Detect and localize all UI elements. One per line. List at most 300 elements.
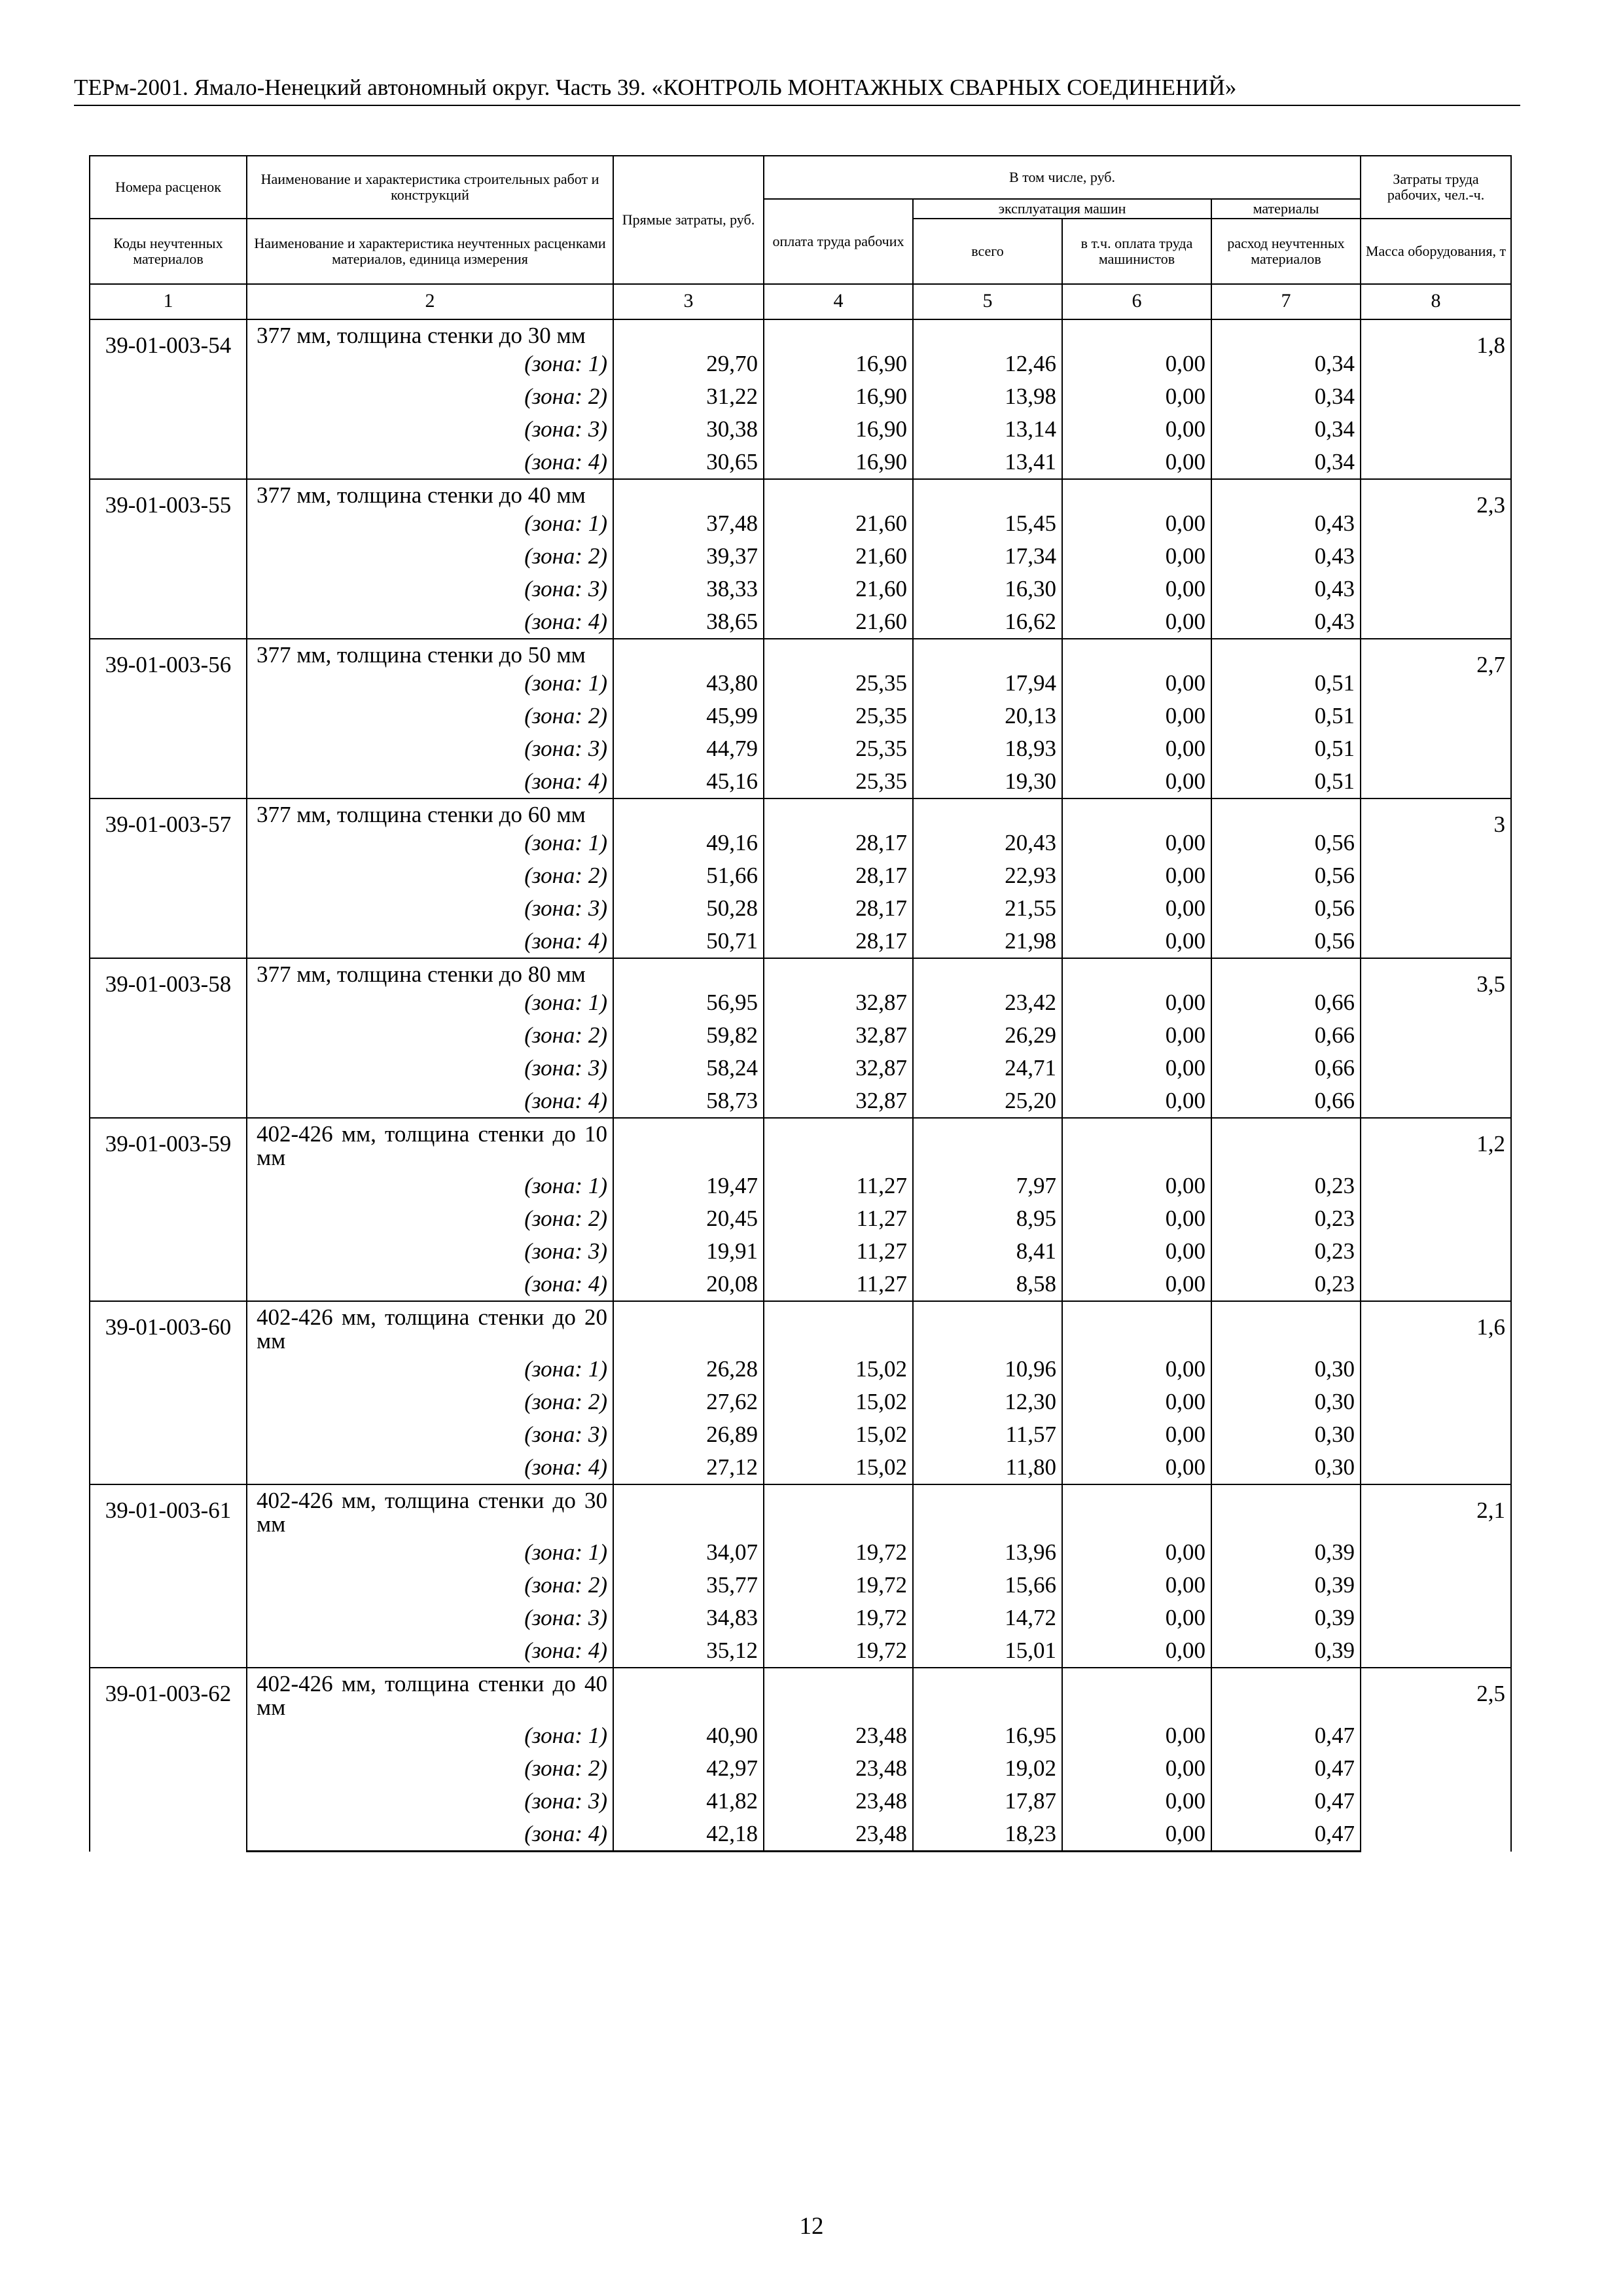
- zone-label: (зона: 2): [247, 1019, 613, 1052]
- direct-costs: 38,33: [613, 573, 764, 605]
- rate-group: [90, 958, 1511, 1118]
- direct-costs: 42,18: [613, 1818, 764, 1852]
- materials: 0,34: [1211, 380, 1361, 413]
- empty-cell: [1062, 639, 1211, 667]
- labor-pay: 23,48: [764, 1719, 913, 1752]
- labor-pay: 32,87: [764, 986, 913, 1019]
- rates-table: [89, 155, 1512, 1852]
- operators-pay: 0,00: [1062, 446, 1211, 479]
- zone-label: (зона: 2): [247, 540, 613, 573]
- operators-pay: 0,00: [1062, 1268, 1211, 1301]
- equipment-mass: 1,8: [1361, 319, 1511, 479]
- materials: 0,51: [1211, 667, 1361, 700]
- rate-group: [90, 1668, 1511, 1852]
- zone-row: [90, 732, 1511, 765]
- empty-cell: [613, 1118, 764, 1170]
- labor-pay: 32,87: [764, 1085, 913, 1118]
- direct-costs: 39,37: [613, 540, 764, 573]
- rate-group: [90, 639, 1511, 798]
- direct-costs: 41,82: [613, 1785, 764, 1818]
- direct-costs: 31,22: [613, 380, 764, 413]
- zone-row: [90, 446, 1511, 479]
- rate-code: 39-01-003-56: [90, 639, 247, 798]
- labor-pay: 19,72: [764, 1569, 913, 1602]
- materials: 0,51: [1211, 765, 1361, 798]
- direct-costs: 43,80: [613, 667, 764, 700]
- machines-total: 21,55: [913, 892, 1062, 925]
- direct-costs: 58,24: [613, 1052, 764, 1085]
- machines-total: 17,87: [913, 1785, 1062, 1818]
- direct-costs: 27,62: [613, 1386, 764, 1418]
- header-equipment-mass: Масса оборудования, т: [1361, 219, 1511, 284]
- materials: 0,30: [1211, 1353, 1361, 1386]
- empty-cell: [1062, 1668, 1211, 1719]
- header-machines-total: всего: [913, 219, 1062, 284]
- column-number: 7: [1211, 284, 1361, 319]
- header-operators-pay: в т.ч. оплата труда машинистов: [1062, 219, 1211, 284]
- operators-pay: 0,00: [1062, 605, 1211, 639]
- materials: 0,39: [1211, 1602, 1361, 1634]
- operators-pay: 0,00: [1062, 1202, 1211, 1235]
- zone-label: (зона: 4): [247, 1085, 613, 1118]
- zone-label: (зона: 3): [247, 573, 613, 605]
- empty-cell: [1211, 1118, 1361, 1170]
- zone-label: (зона: 3): [247, 1052, 613, 1085]
- direct-costs: 35,12: [613, 1634, 764, 1668]
- zone-row: [90, 986, 1511, 1019]
- zone-label: (зона: 1): [247, 1719, 613, 1752]
- labor-pay: 15,02: [764, 1418, 913, 1451]
- rate-title-row: [90, 1118, 1511, 1170]
- zone-row: [90, 1719, 1511, 1752]
- zone-label: (зона: 4): [247, 1268, 613, 1301]
- machines-total: 12,46: [913, 348, 1062, 380]
- rate-title-row: [90, 798, 1511, 827]
- operators-pay: 0,00: [1062, 859, 1211, 892]
- header-including: В том числе, руб.: [764, 156, 1361, 199]
- machines-total: 11,57: [913, 1418, 1062, 1451]
- empty-cell: [764, 479, 913, 507]
- equipment-mass: 2,3: [1361, 479, 1511, 639]
- operators-pay: 0,00: [1062, 1235, 1211, 1268]
- machines-total: 12,30: [913, 1386, 1062, 1418]
- empty-cell: [613, 479, 764, 507]
- zone-label: (зона: 3): [247, 892, 613, 925]
- direct-costs: 26,89: [613, 1418, 764, 1451]
- labor-pay: 25,35: [764, 667, 913, 700]
- direct-costs: 58,73: [613, 1085, 764, 1118]
- zone-row: [90, 605, 1511, 639]
- machines-total: 16,95: [913, 1719, 1062, 1752]
- zone-row: [90, 1052, 1511, 1085]
- machines-total: 14,72: [913, 1602, 1062, 1634]
- header-machines: эксплуатация машин: [913, 199, 1211, 219]
- empty-cell: [913, 958, 1062, 986]
- labor-pay: 16,90: [764, 446, 913, 479]
- materials: 0,39: [1211, 1634, 1361, 1668]
- rate-title-row: [90, 1668, 1511, 1719]
- empty-cell: [1211, 1484, 1361, 1536]
- direct-costs: 29,70: [613, 348, 764, 380]
- labor-pay: 23,48: [764, 1785, 913, 1818]
- materials: 0,47: [1211, 1752, 1361, 1785]
- machines-total: 24,71: [913, 1052, 1062, 1085]
- empty-cell: [1062, 319, 1211, 348]
- empty-cell: [1211, 479, 1361, 507]
- materials: 0,66: [1211, 1019, 1361, 1052]
- header-work-name: Наименование и характеристика строительных работ и конструкций: [247, 156, 613, 219]
- operators-pay: 0,00: [1062, 1752, 1211, 1785]
- zone-row: [90, 700, 1511, 732]
- materials: 0,56: [1211, 892, 1361, 925]
- zone-row: [90, 348, 1511, 380]
- header-material-names: Наименование и характеристика неучтенных расценками материалов, единица измерения: [247, 219, 613, 284]
- operators-pay: 0,00: [1062, 1386, 1211, 1418]
- machines-total: 20,43: [913, 827, 1062, 859]
- operators-pay: 0,00: [1062, 986, 1211, 1019]
- empty-cell: [1062, 1118, 1211, 1170]
- zone-row: [90, 1569, 1511, 1602]
- page-number: 12: [799, 2213, 824, 2240]
- operators-pay: 0,00: [1062, 700, 1211, 732]
- machines-total: 13,98: [913, 380, 1062, 413]
- empty-cell: [913, 319, 1062, 348]
- labor-pay: 11,27: [764, 1202, 913, 1235]
- labor-pay: 25,35: [764, 700, 913, 732]
- rate-name: 377 мм, толщина стенки до 30 мм: [247, 319, 613, 348]
- labor-pay: 15,02: [764, 1451, 913, 1484]
- direct-costs: 45,16: [613, 765, 764, 798]
- direct-costs: 49,16: [613, 827, 764, 859]
- empty-cell: [1062, 958, 1211, 986]
- operators-pay: 0,00: [1062, 1785, 1211, 1818]
- empty-cell: [1062, 798, 1211, 827]
- zone-row: [90, 1785, 1511, 1818]
- equipment-mass: 2,1: [1361, 1484, 1511, 1668]
- rate-code: 39-01-003-60: [90, 1301, 247, 1484]
- zone-label: (зона: 2): [247, 1202, 613, 1235]
- equipment-mass: 2,7: [1361, 639, 1511, 798]
- operators-pay: 0,00: [1062, 1170, 1211, 1202]
- rate-title-row: [90, 479, 1511, 507]
- empty-cell: [764, 319, 913, 348]
- labor-pay: 19,72: [764, 1634, 913, 1668]
- labor-pay: 15,02: [764, 1353, 913, 1386]
- operators-pay: 0,00: [1062, 1634, 1211, 1668]
- direct-costs: 50,28: [613, 892, 764, 925]
- machines-total: 18,93: [913, 732, 1062, 765]
- empty-cell: [764, 1118, 913, 1170]
- zone-label: (зона: 3): [247, 1602, 613, 1634]
- labor-pay: 32,87: [764, 1052, 913, 1085]
- zone-label: (зона: 1): [247, 1353, 613, 1386]
- zone-label: (зона: 3): [247, 732, 613, 765]
- zone-row: [90, 1418, 1511, 1451]
- labor-pay: 23,48: [764, 1752, 913, 1785]
- labor-pay: 11,27: [764, 1170, 913, 1202]
- labor-pay: 16,90: [764, 348, 913, 380]
- labor-pay: 16,90: [764, 413, 913, 446]
- materials: 0,56: [1211, 859, 1361, 892]
- direct-costs: 35,77: [613, 1569, 764, 1602]
- operators-pay: 0,00: [1062, 1418, 1211, 1451]
- operators-pay: 0,00: [1062, 507, 1211, 540]
- page-header: ТЕРм-2001. Ямало-Ненецкий автономный округ. Часть 39. «КОНТРОЛЬ МОНТАЖНЫХ СВАРНЫХ СОЕДИНЕНИЙ»: [74, 73, 1520, 106]
- operators-pay: 0,00: [1062, 1569, 1211, 1602]
- direct-costs: 34,83: [613, 1602, 764, 1634]
- machines-total: 8,41: [913, 1235, 1062, 1268]
- machines-total: 15,66: [913, 1569, 1062, 1602]
- rate-group: [90, 1484, 1511, 1668]
- operators-pay: 0,00: [1062, 573, 1211, 605]
- materials: 0,51: [1211, 700, 1361, 732]
- zone-label: (зона: 3): [247, 1235, 613, 1268]
- direct-costs: 40,90: [613, 1719, 764, 1752]
- column-number: 8: [1361, 284, 1511, 319]
- rate-name: 402-426 мм, толщина стенки до 20 мм: [247, 1301, 613, 1353]
- empty-cell: [764, 1484, 913, 1536]
- operators-pay: 0,00: [1062, 1085, 1211, 1118]
- zone-label: (зона: 1): [247, 1536, 613, 1569]
- direct-costs: 30,65: [613, 446, 764, 479]
- zone-row: [90, 573, 1511, 605]
- operators-pay: 0,00: [1062, 1052, 1211, 1085]
- empty-cell: [1211, 639, 1361, 667]
- zone-label: (зона: 2): [247, 1569, 613, 1602]
- operators-pay: 0,00: [1062, 765, 1211, 798]
- zone-row: [90, 1818, 1511, 1852]
- rate-name: 377 мм, толщина стенки до 60 мм: [247, 798, 613, 827]
- operators-pay: 0,00: [1062, 925, 1211, 958]
- rate-title-row: [90, 1301, 1511, 1353]
- rate-name: 402-426 мм, толщина стенки до 40 мм: [247, 1668, 613, 1719]
- empty-cell: [1062, 1301, 1211, 1353]
- empty-cell: [913, 639, 1062, 667]
- rate-group: [90, 1118, 1511, 1301]
- materials: 0,30: [1211, 1386, 1361, 1418]
- rate-group: [90, 319, 1511, 479]
- equipment-mass: 1,6: [1361, 1301, 1511, 1484]
- direct-costs: 56,95: [613, 986, 764, 1019]
- zone-label: (зона: 4): [247, 1451, 613, 1484]
- zone-row: [90, 925, 1511, 958]
- labor-pay: 11,27: [764, 1235, 913, 1268]
- operators-pay: 0,00: [1062, 1818, 1211, 1852]
- column-number: 6: [1062, 284, 1211, 319]
- direct-costs: 44,79: [613, 732, 764, 765]
- machines-total: 19,02: [913, 1752, 1062, 1785]
- zone-label: (зона: 4): [247, 605, 613, 639]
- operators-pay: 0,00: [1062, 1536, 1211, 1569]
- zone-row: [90, 1170, 1511, 1202]
- column-number: 5: [913, 284, 1062, 319]
- zone-label: (зона: 2): [247, 1752, 613, 1785]
- empty-cell: [613, 958, 764, 986]
- direct-costs: 26,28: [613, 1353, 764, 1386]
- empty-cell: [1211, 1668, 1361, 1719]
- zone-label: (зона: 2): [247, 380, 613, 413]
- labor-pay: 28,17: [764, 859, 913, 892]
- materials: 0,56: [1211, 827, 1361, 859]
- operators-pay: 0,00: [1062, 1719, 1211, 1752]
- rate-name: 402-426 мм, толщина стенки до 30 мм: [247, 1484, 613, 1536]
- machines-total: 17,34: [913, 540, 1062, 573]
- labor-pay: 21,60: [764, 573, 913, 605]
- labor-pay: 28,17: [764, 925, 913, 958]
- zone-row: [90, 892, 1511, 925]
- equipment-mass: 3: [1361, 798, 1511, 958]
- direct-costs: 20,45: [613, 1202, 764, 1235]
- column-number: 1: [90, 284, 247, 319]
- zone-label: (зона: 1): [247, 1170, 613, 1202]
- zone-row: [90, 1235, 1511, 1268]
- zone-row: [90, 1386, 1511, 1418]
- operators-pay: 0,00: [1062, 892, 1211, 925]
- direct-costs: 34,07: [613, 1536, 764, 1569]
- machines-total: 15,01: [913, 1634, 1062, 1668]
- materials: 0,43: [1211, 605, 1361, 639]
- materials: 0,66: [1211, 1052, 1361, 1085]
- direct-costs: 20,08: [613, 1268, 764, 1301]
- operators-pay: 0,00: [1062, 1451, 1211, 1484]
- zone-row: [90, 765, 1511, 798]
- empty-cell: [913, 798, 1062, 827]
- direct-costs: 42,97: [613, 1752, 764, 1785]
- operators-pay: 0,00: [1062, 1019, 1211, 1052]
- machines-total: 13,96: [913, 1536, 1062, 1569]
- direct-costs: 51,66: [613, 859, 764, 892]
- zone-row: [90, 827, 1511, 859]
- zone-label: (зона: 3): [247, 1785, 613, 1818]
- rate-title-row: [90, 319, 1511, 348]
- equipment-mass: 3,5: [1361, 958, 1511, 1118]
- direct-costs: 38,65: [613, 605, 764, 639]
- header-labor-pay: оплата труда рабочих: [764, 199, 913, 284]
- zone-row: [90, 413, 1511, 446]
- materials: 0,66: [1211, 1085, 1361, 1118]
- machines-total: 21,98: [913, 925, 1062, 958]
- empty-cell: [613, 1301, 764, 1353]
- zone-row: [90, 1451, 1511, 1484]
- operators-pay: 0,00: [1062, 348, 1211, 380]
- empty-cell: [764, 639, 913, 667]
- zone-row: [90, 1085, 1511, 1118]
- empty-cell: [913, 1484, 1062, 1536]
- machines-total: 20,13: [913, 700, 1062, 732]
- rate-code: 39-01-003-62: [90, 1668, 247, 1852]
- zone-label: (зона: 2): [247, 1386, 613, 1418]
- materials: 0,23: [1211, 1268, 1361, 1301]
- zone-label: (зона: 4): [247, 1634, 613, 1668]
- direct-costs: 37,48: [613, 507, 764, 540]
- machines-total: 26,29: [913, 1019, 1062, 1052]
- column-number: 3: [613, 284, 764, 319]
- empty-cell: [913, 1668, 1062, 1719]
- empty-cell: [913, 1118, 1062, 1170]
- empty-cell: [1211, 1301, 1361, 1353]
- labor-pay: 21,60: [764, 507, 913, 540]
- labor-pay: 25,35: [764, 765, 913, 798]
- direct-costs: 59,82: [613, 1019, 764, 1052]
- rate-name: 377 мм, толщина стенки до 80 мм: [247, 958, 613, 986]
- materials: 0,34: [1211, 348, 1361, 380]
- header-rate-numbers: Номера расценок: [90, 156, 247, 219]
- machines-total: 18,23: [913, 1818, 1062, 1852]
- zone-label: (зона: 3): [247, 413, 613, 446]
- operators-pay: 0,00: [1062, 827, 1211, 859]
- materials: 0,47: [1211, 1785, 1361, 1818]
- empty-cell: [913, 1301, 1062, 1353]
- zone-row: [90, 859, 1511, 892]
- rate-code: 39-01-003-54: [90, 319, 247, 479]
- materials: 0,39: [1211, 1569, 1361, 1602]
- rate-code: 39-01-003-55: [90, 479, 247, 639]
- empty-cell: [613, 319, 764, 348]
- labor-pay: 11,27: [764, 1268, 913, 1301]
- zone-label: (зона: 4): [247, 446, 613, 479]
- direct-costs: 19,47: [613, 1170, 764, 1202]
- column-number: 4: [764, 284, 913, 319]
- rate-code: 39-01-003-57: [90, 798, 247, 958]
- empty-cell: [764, 1301, 913, 1353]
- rate-title-row: [90, 1484, 1511, 1536]
- machines-total: 22,93: [913, 859, 1062, 892]
- materials: 0,47: [1211, 1818, 1361, 1852]
- zone-row: [90, 507, 1511, 540]
- materials: 0,51: [1211, 732, 1361, 765]
- zone-row: [90, 1353, 1511, 1386]
- machines-total: 16,30: [913, 573, 1062, 605]
- machines-total: 10,96: [913, 1353, 1062, 1386]
- operators-pay: 0,00: [1062, 732, 1211, 765]
- empty-cell: [1062, 1484, 1211, 1536]
- machines-total: 17,94: [913, 667, 1062, 700]
- operators-pay: 0,00: [1062, 380, 1211, 413]
- zone-label: (зона: 4): [247, 1818, 613, 1852]
- labor-pay: 19,72: [764, 1602, 913, 1634]
- zone-label: (зона: 1): [247, 348, 613, 380]
- zone-label: (зона: 1): [247, 827, 613, 859]
- header-material-codes: Коды неучтенных материалов: [90, 219, 247, 284]
- machines-total: 7,97: [913, 1170, 1062, 1202]
- header-materials: материалы: [1211, 199, 1361, 219]
- machines-total: 23,42: [913, 986, 1062, 1019]
- rate-title-row: [90, 639, 1511, 667]
- rate-group: [90, 479, 1511, 639]
- zone-label: (зона: 2): [247, 859, 613, 892]
- empty-cell: [1211, 958, 1361, 986]
- materials: 0,39: [1211, 1536, 1361, 1569]
- rate-code: 39-01-003-59: [90, 1118, 247, 1301]
- machines-total: 8,95: [913, 1202, 1062, 1235]
- zone-label: (зона: 4): [247, 925, 613, 958]
- operators-pay: 0,00: [1062, 1353, 1211, 1386]
- equipment-mass: 1,2: [1361, 1118, 1511, 1301]
- labor-pay: 21,60: [764, 605, 913, 639]
- empty-cell: [613, 798, 764, 827]
- empty-cell: [1211, 319, 1361, 348]
- materials: 0,23: [1211, 1170, 1361, 1202]
- labor-pay: 25,35: [764, 732, 913, 765]
- labor-pay: 28,17: [764, 892, 913, 925]
- zone-row: [90, 1602, 1511, 1634]
- direct-costs: 45,99: [613, 700, 764, 732]
- empty-cell: [613, 1668, 764, 1719]
- labor-pay: 21,60: [764, 540, 913, 573]
- materials: 0,43: [1211, 540, 1361, 573]
- rate-title-row: [90, 958, 1511, 986]
- empty-cell: [613, 639, 764, 667]
